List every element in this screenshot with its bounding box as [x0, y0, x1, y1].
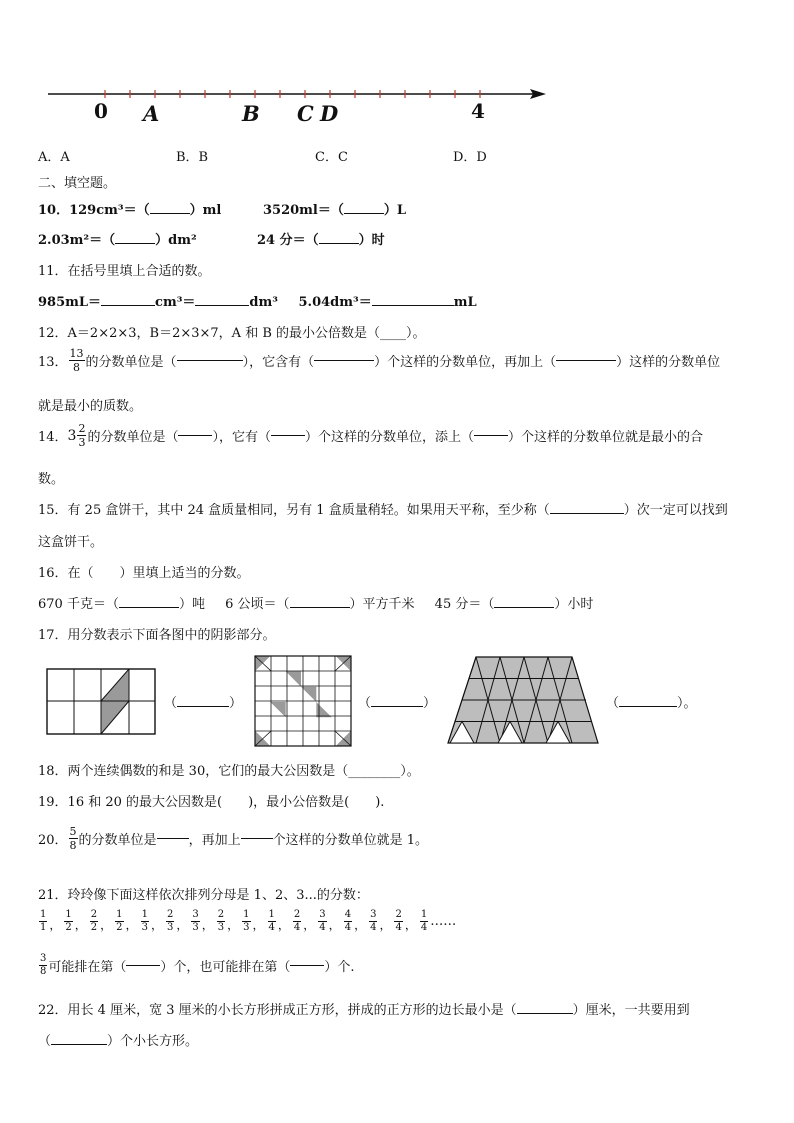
- q10-blank-3[interactable]: [115, 243, 155, 244]
- q21-blank-2[interactable]: [290, 965, 324, 966]
- q16-line: [38, 593, 593, 612]
- q10-blank-1[interactable]: [150, 213, 190, 214]
- q17-figure-1: [45, 667, 157, 737]
- q17-answer-2: [358, 692, 436, 711]
- q13-blank-2[interactable]: [314, 360, 374, 361]
- q21-seq-den: 4: [344, 922, 352, 933]
- q16-p5: 45 分＝（: [434, 597, 495, 612]
- q21-seq-den: 3: [217, 922, 225, 933]
- q21-seq-item: [140, 910, 165, 933]
- q21-seq-item: [216, 910, 241, 933]
- q10-line2: [38, 229, 197, 248]
- q21-seq-fraction: [293, 910, 301, 933]
- q21-seq-item: [393, 910, 418, 933]
- q17-figure-2: [253, 654, 353, 748]
- q21-seq-item: [63, 910, 88, 933]
- number-line-label-b: B: [242, 101, 260, 126]
- q21-seq-fraction: [141, 910, 149, 933]
- q21-sequence: [38, 910, 456, 933]
- q21-seq-den: 3: [141, 922, 148, 933]
- q21-t2: ）个，也可能排在第（: [160, 960, 291, 975]
- q11-p3: dm³: [249, 295, 278, 310]
- q21-seq-den: 2: [65, 922, 72, 933]
- q14-t3: ）个这样的分数单位，添上（: [305, 430, 475, 445]
- q21-seq-comma: ，: [201, 918, 214, 932]
- q20-fraction: [69, 826, 78, 851]
- q10-a-left: 10．129cm³＝（: [38, 203, 150, 218]
- q13-t1: 的分数单位是（: [85, 355, 177, 370]
- q13-blank-1[interactable]: [177, 360, 243, 361]
- q21-seq-comma: ，: [354, 918, 367, 932]
- q15-line1: [38, 499, 728, 518]
- q21-seq-num: 3: [319, 909, 326, 920]
- number-line-label-c: C: [297, 101, 314, 126]
- q14-blank-1[interactable]: [178, 435, 212, 436]
- q21-seq-fraction: [191, 910, 199, 933]
- q22-blank-1[interactable]: [517, 1013, 573, 1014]
- q21-seq-den: 4: [268, 922, 275, 933]
- number-line-label-d: D: [320, 101, 339, 126]
- q21-seq-num: 1: [243, 909, 250, 920]
- q21-seq-item: [267, 910, 292, 933]
- option-a[interactable]: A．A: [38, 150, 70, 165]
- q10-a-right: ）ml: [189, 203, 222, 218]
- q21-seq-comma: ，: [100, 918, 113, 932]
- q21-seq-item: [343, 910, 368, 933]
- q16-p3: 6 公顷＝（: [225, 597, 290, 612]
- q10-d-right: ）时: [358, 233, 385, 248]
- option-d[interactable]: D．D: [453, 150, 487, 165]
- q21-seq-num: 2: [90, 909, 98, 920]
- q21-blank-1[interactable]: [126, 965, 160, 966]
- q17-answer-1: [164, 692, 242, 711]
- q16-p6: ）小时: [554, 597, 594, 612]
- q17-figure-3: [444, 653, 604, 747]
- q21-frac-den: 8: [40, 966, 47, 977]
- q10-line1b: [263, 199, 406, 218]
- q21-seq-num: 2: [293, 909, 301, 920]
- q14-t1: 的分数单位是（: [87, 430, 179, 445]
- q20-t3: 个这样的分数单位就是 1。: [272, 833, 428, 848]
- q22-t4: ）个小长方形。: [107, 1034, 199, 1049]
- q14-blank-2[interactable]: [271, 435, 305, 436]
- q21-t3: ）个.: [324, 960, 355, 975]
- q14-frac-num: 2: [78, 422, 86, 435]
- q13-number: 13．: [38, 355, 68, 370]
- q21-seq-den: 3: [166, 922, 174, 933]
- q21-seq-num: 1: [65, 909, 72, 920]
- q21-seq-fraction: [39, 910, 47, 933]
- q22-t1: 22．用长 4 厘米，宽 3 厘米的小长方形拼成正方形，拼成的正方形的边长最小是（: [38, 1003, 517, 1018]
- q21-seq-den: 4: [319, 922, 326, 933]
- q10-blank-4[interactable]: [319, 243, 359, 244]
- q14-number: 14．: [38, 430, 68, 445]
- q21-seq-item: [114, 910, 139, 933]
- q15-t1: 15．有 25 盒饼干，其中 24 盒质量相同，另有 1 盒质量稍轻。如果用天平称，至少称（: [38, 503, 550, 518]
- q13-line2: 就是最小的质数。: [38, 399, 143, 414]
- q17-blank-1[interactable]: [177, 706, 229, 707]
- q21-fraction: [39, 954, 47, 977]
- q16-blank-3[interactable]: [494, 607, 554, 608]
- q21-seq-item: [419, 910, 429, 933]
- q21-seq-item: [317, 910, 342, 933]
- q18: 18．两个连续偶数的和是 30，它们的最大公因数是（________）。: [38, 764, 420, 779]
- q11-blank-3[interactable]: [372, 305, 454, 306]
- q21-seq-fraction: [166, 910, 174, 933]
- q11-p2: cm³＝: [155, 295, 196, 310]
- q21-t1: 可能排在第（: [48, 960, 127, 975]
- option-b[interactable]: B．B: [176, 150, 209, 165]
- q21-seq-fraction: [394, 910, 402, 933]
- q21-seq-item: [89, 910, 114, 933]
- number-line-label-4: 4: [471, 99, 485, 123]
- q21-seq-comma: ，: [227, 918, 240, 932]
- q10-b-right: ）L: [383, 203, 407, 218]
- q21-seq-item: [241, 910, 266, 933]
- q13-frac-num: 13: [69, 347, 84, 360]
- q16-p4: ）平方千米: [349, 597, 415, 612]
- q16-blank-1[interactable]: [119, 607, 179, 608]
- q20-frac-den: 8: [69, 839, 77, 852]
- q21-seq-num: 3: [370, 909, 377, 920]
- q21-seq-item: [38, 910, 63, 933]
- q21-seq-fraction: [420, 910, 428, 933]
- q10-line1: [38, 199, 221, 218]
- q15-t2: ）次一定可以找到: [623, 503, 728, 518]
- q21-seq-item: [165, 910, 190, 933]
- q14-frac-den: 3: [78, 436, 86, 449]
- q21-seq-comma: ，: [277, 918, 290, 932]
- q21-seq-den: 4: [395, 922, 402, 933]
- q13-line1: [38, 348, 720, 373]
- q22-line1: [38, 999, 690, 1018]
- q21-seq-num: 1: [268, 909, 275, 920]
- q16-title: 16．在（ ）里填上适当的分数。: [38, 566, 250, 581]
- q21-seq-num: 2: [395, 909, 402, 920]
- q10-line2b: [257, 229, 385, 248]
- q14-t4: ）个这样的分数单位就是最小的合: [508, 430, 704, 445]
- q21-seq-fraction: [318, 910, 326, 933]
- q21-seq-comma: ，: [379, 918, 392, 932]
- q21-line: [38, 954, 355, 977]
- q17-title: 17．用分数表示下面各图中的阴影部分。: [38, 628, 276, 643]
- q21-seq-den: 4: [420, 922, 428, 933]
- q21-seq-num: 3: [192, 909, 199, 920]
- q21-seq-den: 4: [370, 922, 377, 933]
- q22-t3: （: [38, 1034, 52, 1049]
- q21-seq-num: 2: [217, 909, 225, 920]
- q17-a3-close: ）: [423, 696, 437, 711]
- section-title: 二、填空题。: [38, 176, 117, 191]
- q21-frac-num: 3: [40, 953, 47, 964]
- q13-t2: ），它含有（: [242, 355, 315, 370]
- q16-blank-2[interactable]: [290, 607, 350, 608]
- q21-seq-num: 1: [420, 909, 428, 920]
- q10-c-right: ）dm²: [155, 233, 197, 248]
- q13-t3: ）个这样的分数单位，再加上（: [374, 355, 557, 370]
- q21-seq-item: [368, 910, 393, 933]
- q21-seq-fraction: [242, 910, 250, 933]
- q15-line2: 这盒饼干。: [38, 535, 104, 550]
- q14-fraction: [77, 423, 86, 448]
- q21-seq-den: 4: [293, 922, 301, 933]
- q14-blank-3[interactable]: [474, 435, 508, 436]
- option-c[interactable]: C．C: [315, 150, 348, 165]
- q22-blank-2[interactable]: [51, 1044, 107, 1045]
- q11-blank-1[interactable]: [101, 305, 155, 306]
- number-line-label-a: A: [143, 101, 160, 126]
- q21-seq-num: 1: [141, 909, 148, 920]
- q21-seq-fraction: [344, 910, 352, 933]
- q21-seq-item: [190, 910, 215, 933]
- q21-seq-fraction: [90, 910, 98, 933]
- q21-seq-comma: ，: [150, 918, 163, 932]
- q10-c-left: 2.03m²＝（: [38, 233, 116, 248]
- q21-seq-fraction: [64, 910, 72, 933]
- q17-a2-open: （: [358, 696, 372, 711]
- q20-t2: ，再加上: [188, 833, 241, 848]
- q17-answer-3: [606, 692, 697, 711]
- q21-seq-num: 1: [116, 909, 123, 920]
- q21-seq-comma: ，: [252, 918, 265, 932]
- q17-a3-end: ）。: [677, 696, 697, 711]
- q21-seq-num: 2: [166, 909, 174, 920]
- q21-seq-comma: ，: [49, 918, 62, 932]
- q20-line: [38, 826, 428, 851]
- q11-line: [38, 291, 477, 310]
- q14-t2: ），它有（: [212, 430, 271, 445]
- q21-seq-comma: ，: [404, 918, 417, 932]
- q21-seq-den: 2: [116, 922, 123, 933]
- q13-fraction: [69, 348, 85, 373]
- q16-p1: 670 千克＝（: [38, 597, 119, 612]
- q17-a1-close: ）: [229, 696, 243, 711]
- q19: 19．16 和 20 的最大公因数是( )，最小公倍数是( ).: [38, 795, 385, 810]
- number-line: [0, 75, 794, 135]
- q21-seq-comma: ，: [74, 918, 87, 932]
- q21-seq-comma: ，: [303, 918, 316, 932]
- q14-whole: 3: [67, 427, 77, 444]
- q21-seq-den: 1: [40, 922, 47, 933]
- q11-p4: 5.04dm³＝: [298, 295, 372, 310]
- q13-blank-3[interactable]: [556, 360, 616, 361]
- q13-frac-den: 8: [73, 361, 81, 374]
- q21-seq-fraction: [115, 910, 123, 933]
- number-line-label-0: 0: [94, 99, 108, 123]
- q21-seq-den: 3: [192, 922, 199, 933]
- q21-seq-fraction: [268, 910, 276, 933]
- q15-blank[interactable]: [550, 513, 624, 514]
- q21-seq-num: 4: [344, 909, 352, 920]
- q21-seq-comma: ，: [176, 918, 189, 932]
- q17-a3-open: （: [606, 696, 620, 711]
- q21-seq-fraction: [217, 910, 225, 933]
- q20-frac-num: 5: [69, 825, 77, 838]
- q21-ellipsis: ……: [430, 914, 457, 929]
- q21-seq-den: 2: [90, 922, 98, 933]
- q11-blank-2[interactable]: [195, 305, 249, 306]
- q16-p2: ）吨: [178, 597, 205, 612]
- q12: 12．A＝2×2×3，B＝2×3×7，A 和 B 的最小公倍数是（____）。: [38, 326, 426, 341]
- q21-seq-num: 1: [40, 909, 47, 920]
- q14-line1: [38, 423, 703, 448]
- q17-blank-2[interactable]: [371, 706, 423, 707]
- q20-blank-2[interactable]: [241, 838, 273, 839]
- q11-p1: 985mL＝: [38, 295, 102, 310]
- q10-d-left: 24 分＝（: [257, 233, 319, 248]
- q22-line2: [38, 1030, 198, 1049]
- q21-seq-item: [292, 910, 317, 933]
- q20-t1: 的分数单位是: [78, 833, 157, 848]
- q21-seq-comma: ，: [125, 918, 138, 932]
- q13-t4: ）这样的分数单位: [616, 355, 721, 370]
- q21-title: 21．玲玲像下面这样依次排列分母是 1、2、3...的分数：: [38, 888, 369, 903]
- q21-seq-fraction: [369, 910, 377, 933]
- q11-title: 11．在括号里填上合适的数。: [38, 264, 211, 279]
- q10-b-left: 3520ml＝（: [263, 203, 344, 218]
- q21-seq-den: 3: [243, 922, 250, 933]
- q14-line2: 数。: [38, 472, 65, 487]
- q11-p5: mL: [453, 295, 477, 310]
- q17-a1-open: （: [164, 696, 178, 711]
- q20-number: 20．: [38, 833, 68, 848]
- q17-blank-3[interactable]: [619, 706, 677, 707]
- q20-blank-1[interactable]: [157, 838, 189, 839]
- q22-t2: ）厘米，一共要用到: [572, 1003, 690, 1018]
- q10-blank-2[interactable]: [344, 213, 384, 214]
- q21-seq-comma: ，: [328, 918, 341, 932]
